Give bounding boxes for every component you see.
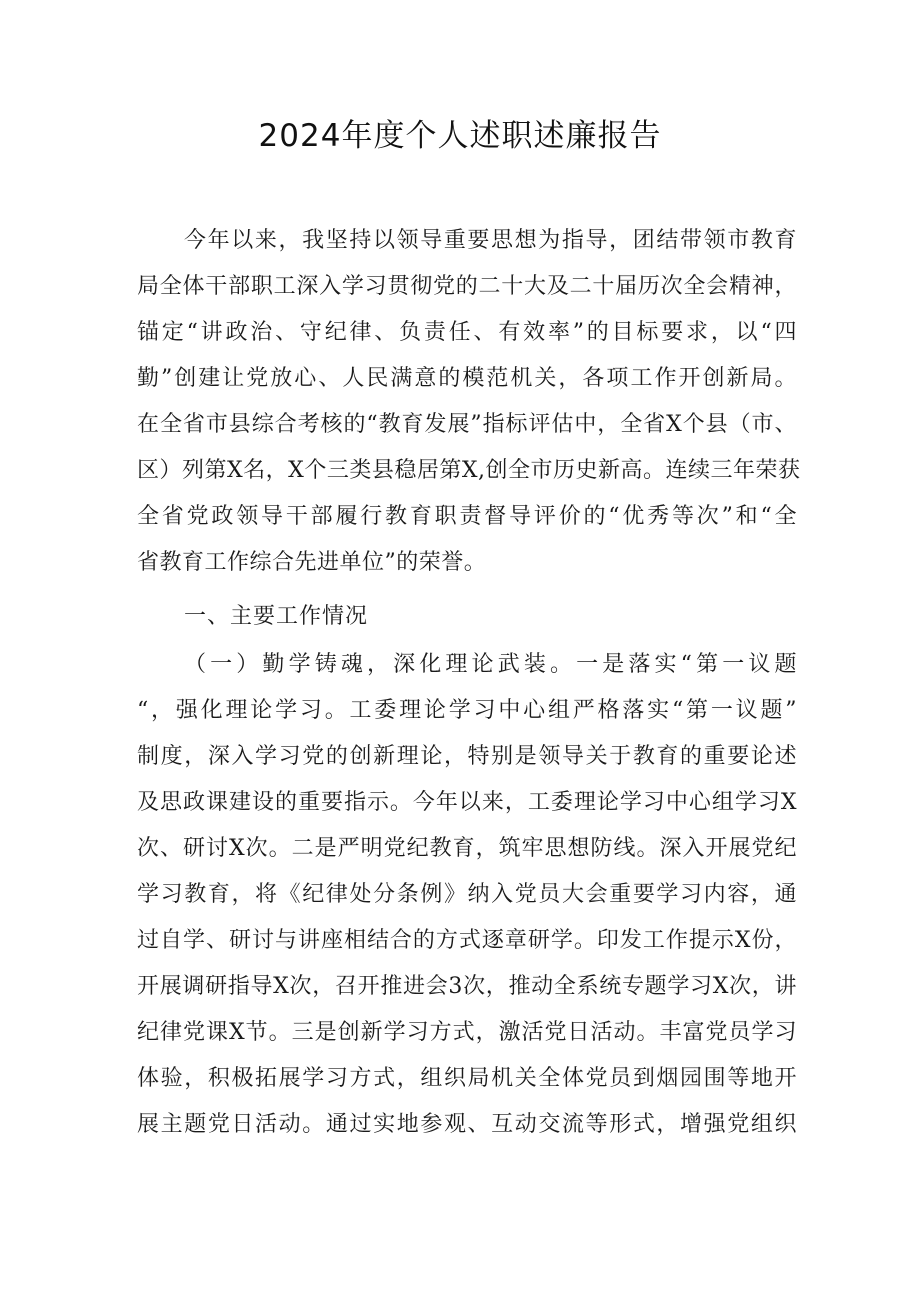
intro-line-7: 全省党政领导干部履行教育职责督导评价的“优秀等次”和“全 — [137, 504, 797, 529]
intro-line-3: 锚定“讲政治、守纪律、负责任、有效率”的目标要求，以“四 — [137, 320, 797, 345]
section1-line-2: “，强化理论学习。工委理论学习中心组严格落实“第一议题” — [137, 698, 797, 723]
section1-line-4: 及思政课建设的重要指示。今年以来，工委理论学习中心组学习X — [137, 790, 797, 815]
section1-line-1: （一）勤学铸魂，深化理论武装。一是落实“第一议题 — [184, 652, 797, 677]
section1-line-3: 制度，深入学习党的创新理论，特别是领导关于教育的重要论述 — [137, 744, 797, 769]
intro-line-2: 局全体干部职工深入学习贯彻党的二十大及二十届历次全会精神， — [137, 274, 797, 299]
section1-line-5: 次、研讨X次。二是严明党纪教育，筑牢思想防线。深入开展党纪 — [137, 836, 797, 861]
intro-line-8: 省教育工作综合先进单位”的荣誉。 — [137, 550, 487, 575]
section1-line-6: 学习教育，将《纪律处分条例》纳入党员大会重要学习内容，通 — [137, 882, 797, 907]
section1-line-9: 纪律党课X节。三是创新学习方式，激活党日活动。丰富党员学习 — [137, 1020, 797, 1045]
intro-line-1: 今年以来，我坚持以领导重要思想为指导，团结带领市教育 — [184, 228, 797, 253]
section1-line-7: 过自学、研讨与讲座相结合的方式逐章研学。印发工作提示X份， — [137, 928, 797, 953]
section1-line-10: 体验，积极拓展学习方式，组织局机关全体党员到烟园围等地开 — [137, 1066, 797, 1091]
section1-line-11: 展主题党日活动。通过实地参观、互动交流等形式，增强党组织 — [137, 1112, 797, 1137]
section1-line-8: 开展调研指导X次，召开推进会3次，推动全系统专题学习X次，讲 — [137, 974, 797, 999]
intro-line-4: 勤”创建让党放心、人民满意的模范机关，各项工作开创新局。 — [137, 366, 797, 391]
intro-line-5: 在全省市县综合考核的“教育发展”指标评估中，全省X个县（市、 — [137, 412, 797, 437]
document-title: 2024年度个人述职述廉报告 — [258, 118, 662, 154]
intro-line-6: 区）列第X名，X个三类县稳居第X,创全市历史新高。连续三年荣获 — [137, 458, 801, 483]
section-heading: 一、主要工作情况 — [184, 604, 369, 629]
